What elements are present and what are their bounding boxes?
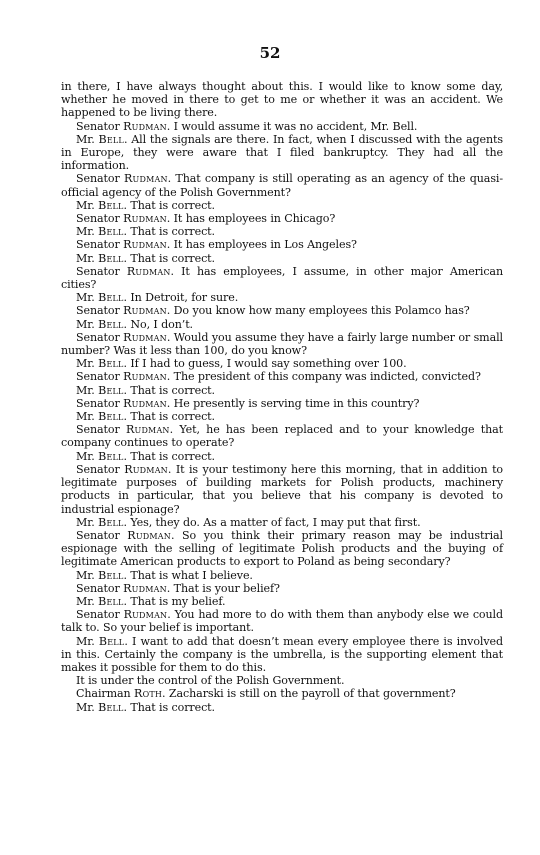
speaker-name: Rudman <box>123 396 167 410</box>
paragraph-text: That is correct. <box>130 198 215 212</box>
paragraph-text: Would you assume they have a fairly large number or small number? Was it less than 100, do you know? <box>61 330 504 358</box>
transcript-paragraph <box>61 423 503 449</box>
paragraph-text: I would assume it was no accident, Mr. Bell. <box>173 119 418 133</box>
paragraph-text: In Detroit, for sure. <box>130 291 239 305</box>
paragraph-text: If I had to guess, I would say something over 100. <box>130 357 407 371</box>
speaker-separator: . <box>123 568 131 582</box>
transcript-paragraph <box>61 133 503 173</box>
speaker-name: Rudman <box>123 172 168 186</box>
paragraph-text: It has employees in Los Angeles? <box>173 238 357 252</box>
paragraph-text: That is correct. <box>130 251 215 265</box>
speaker-name: Bell <box>98 594 124 608</box>
paragraph-text: You had more to do with them than anybody else we could talk to. So your belief is important. <box>61 608 504 635</box>
transcript-paragraph <box>61 80 503 120</box>
paragraph-text: He presently is serving time in this country? <box>173 396 420 410</box>
transcript-paragraph <box>61 397 503 410</box>
speaker-separator: . <box>123 594 131 608</box>
speaker-name: Rudman <box>123 304 167 318</box>
speaker-name: Bell <box>98 251 124 265</box>
speaker-name: Bell <box>98 410 124 424</box>
speaker-name: Bell <box>98 317 124 331</box>
transcript-paragraph <box>61 291 503 304</box>
speaker-name: Bell <box>98 515 124 529</box>
paragraph-text: It has employees, I assume, in other major American cities? <box>61 264 503 292</box>
speaker-title: Mr. <box>76 449 99 463</box>
paragraph-text: I want to add that doesn’t mean every employee there is involved in this. Certainly the company is the umbrella, is the supporting element that makes it possible for them to do this. <box>61 634 503 674</box>
speaker-title: Senator <box>76 238 124 252</box>
speaker-separator: . <box>167 172 176 186</box>
speaker-separator: . <box>123 291 131 305</box>
speaker-name: Rudman <box>127 528 171 542</box>
speaker-separator: . <box>166 304 174 318</box>
paragraph-text: That is correct. <box>130 700 215 714</box>
paragraph-text: The president of this company was indicted, convicted? <box>173 370 481 384</box>
speaker-name: Rudman <box>123 212 167 226</box>
transcript-paragraph <box>61 318 503 331</box>
transcript-paragraph <box>61 516 503 529</box>
speaker-title: Senator <box>76 608 124 622</box>
speaker-title: Mr. <box>76 291 99 305</box>
transcript-paragraph <box>61 701 503 714</box>
paragraph-text: That is my belief. <box>130 594 226 608</box>
speaker-separator: . <box>124 634 132 648</box>
paragraph-text: That is what I believe. <box>130 568 253 582</box>
transcript-paragraph <box>61 199 503 212</box>
paragraph-text: It has employees in Chicago? <box>173 212 336 226</box>
speaker-name: Bell <box>98 568 124 582</box>
paragraph-text: That is correct. <box>130 410 215 424</box>
transcript-paragraph <box>61 172 503 198</box>
speaker-title: Chairman <box>76 687 135 701</box>
speaker-title: Senator <box>76 462 125 476</box>
transcript-paragraph <box>61 384 503 397</box>
transcript-paragraph <box>61 608 503 634</box>
speaker-title: Mr. <box>76 515 99 529</box>
transcript-paragraph <box>61 674 503 687</box>
speaker-title: Mr. <box>76 634 99 648</box>
transcript-body <box>61 80 503 714</box>
speaker-separator: . <box>169 423 180 437</box>
paragraph-text: Zacharski is still on the payroll of that government? <box>168 687 456 701</box>
speaker-separator: . <box>162 687 169 701</box>
speaker-title: Senator <box>76 172 124 186</box>
speaker-separator: . <box>166 581 174 595</box>
transcript-paragraph <box>61 410 503 423</box>
speaker-name: Bell <box>98 225 124 239</box>
speaker-name: Bell <box>98 383 124 397</box>
speaker-separator: . <box>123 132 132 146</box>
speaker-name: Rudman <box>123 581 167 595</box>
speaker-title: Senator <box>76 330 124 344</box>
speaker-title: Senator <box>76 581 124 595</box>
speaker-separator: . <box>123 700 131 714</box>
speaker-title: Senator <box>76 370 124 384</box>
speaker-separator: . <box>123 383 131 397</box>
paragraph-text: That is correct. <box>130 225 215 239</box>
transcript-paragraph <box>61 595 503 608</box>
speaker-title: Senator <box>76 212 124 226</box>
speaker-separator: . <box>170 264 182 278</box>
speaker-title: Senator <box>76 119 124 133</box>
speaker-name: Roth <box>134 687 163 701</box>
paragraph-text: That company is still operating as an agency of the quasi-official agency of the Polish Government? <box>61 172 504 199</box>
speaker-title: Mr. <box>76 198 99 212</box>
speaker-title: Senator <box>76 528 128 542</box>
paragraph-text: That is correct. <box>130 383 215 397</box>
speaker-title: Senator <box>76 304 124 318</box>
speaker-separator: . <box>166 370 174 384</box>
speaker-name: Bell <box>98 198 124 212</box>
paragraph-text: It is your testimony here this morning, that in addition to legitimate purposes of building markets for Polish products, machinery products in particular, that you believe that his company is devoted to industrial espionage? <box>61 462 504 516</box>
paragraph-text: Yet, he has been replaced and to your knowledge that company continues to operate? <box>61 423 504 450</box>
speaker-separator: . <box>123 317 131 331</box>
transcript-paragraph <box>61 265 503 291</box>
transcript-paragraph <box>61 635 503 675</box>
speaker-title: Mr. <box>76 383 99 397</box>
speaker-name: Bell <box>98 634 125 648</box>
speaker-separator: . <box>166 396 174 410</box>
transcript-paragraph <box>61 357 503 370</box>
speaker-separator: . <box>123 357 131 371</box>
speaker-separator: . <box>123 515 131 529</box>
speaker-separator: . <box>167 608 175 622</box>
speaker-name: Rudman <box>124 462 168 476</box>
transcript-paragraph <box>61 463 503 516</box>
speaker-name: Bell <box>98 700 124 714</box>
paragraph-text: That is correct. <box>130 449 215 463</box>
speaker-title: Mr. <box>76 568 99 582</box>
speaker-separator: . <box>166 212 174 226</box>
speaker-title: Mr. <box>76 317 99 331</box>
speaker-name: Bell <box>98 291 124 305</box>
speaker-separator: . <box>167 462 176 476</box>
speaker-name: Rudman <box>123 238 167 252</box>
transcript-paragraph <box>61 212 503 225</box>
speaker-separator: . <box>123 251 131 265</box>
transcript-paragraph <box>61 450 503 463</box>
speaker-separator: . <box>123 410 131 424</box>
paragraph-text: So you think their primary reason may be industrial espionage with the selling of legitimate Polish products and the buying of legitimate American products to export to Poland as being secondary? <box>61 528 503 569</box>
speaker-separator: . <box>123 198 131 212</box>
transcript-paragraph <box>61 252 503 265</box>
transcript-paragraph <box>61 370 503 383</box>
transcript-paragraph <box>61 304 503 317</box>
speaker-name: Rudman <box>123 608 168 622</box>
speaker-title: Mr. <box>76 700 99 714</box>
transcript-paragraph <box>61 225 503 238</box>
paragraph-text: That is your belief? <box>173 581 280 595</box>
speaker-title: Mr. <box>76 594 99 608</box>
transcript-paragraph <box>61 238 503 251</box>
transcript-paragraph <box>61 687 503 700</box>
speaker-name: Rudman <box>123 330 167 344</box>
paragraph-text: Yes, they do. As a matter of fact, I may put that first. <box>130 515 421 529</box>
speaker-separator: . <box>170 528 183 542</box>
speaker-name: Rudman <box>125 423 170 437</box>
speaker-separator: . <box>166 119 174 133</box>
page-number: 52 <box>259 44 281 62</box>
paragraph-text: It is under the control of the Polish Government. <box>76 674 345 688</box>
speaker-name: Bell <box>98 449 124 463</box>
speaker-separator: . <box>123 225 131 239</box>
paragraph-text: No, I don’t. <box>130 317 193 331</box>
paragraph-text: All the signals are there. In fact, when I discussed with the agents in Europe, they were aware that I filed bankruptcy. They had all the information. <box>61 132 503 173</box>
speaker-title: Senator <box>76 396 124 410</box>
transcript-paragraph <box>61 331 503 357</box>
speaker-name: Rudman <box>123 119 167 133</box>
transcript-paragraph <box>61 529 503 569</box>
speaker-title: Mr. <box>76 251 99 265</box>
speaker-name: Rudman <box>123 370 167 384</box>
speaker-name: Bell <box>98 357 124 371</box>
paragraph-text: in there, I have always thought about this. I would like to know some day, whether he moved in there to get to me or whether it was an accident. We happened to be living there. <box>61 80 503 120</box>
speaker-separator: . <box>123 449 131 463</box>
speaker-title: Mr. <box>76 357 99 371</box>
speaker-title: Mr. <box>76 132 99 146</box>
speaker-separator: . <box>166 330 174 344</box>
speaker-title: Mr. <box>76 225 99 239</box>
transcript-paragraph <box>61 120 503 133</box>
speaker-title: Senator <box>76 423 126 437</box>
speaker-title: Senator <box>76 264 127 278</box>
paragraph-text: Do you know how many employees this Polamco has? <box>173 304 470 318</box>
speaker-name: Bell <box>98 132 124 146</box>
speaker-name: Rudman <box>126 264 171 278</box>
transcript-paragraph <box>61 582 503 595</box>
speaker-separator: . <box>166 238 174 252</box>
transcript-paragraph <box>61 569 503 582</box>
speaker-title: Mr. <box>76 410 99 424</box>
